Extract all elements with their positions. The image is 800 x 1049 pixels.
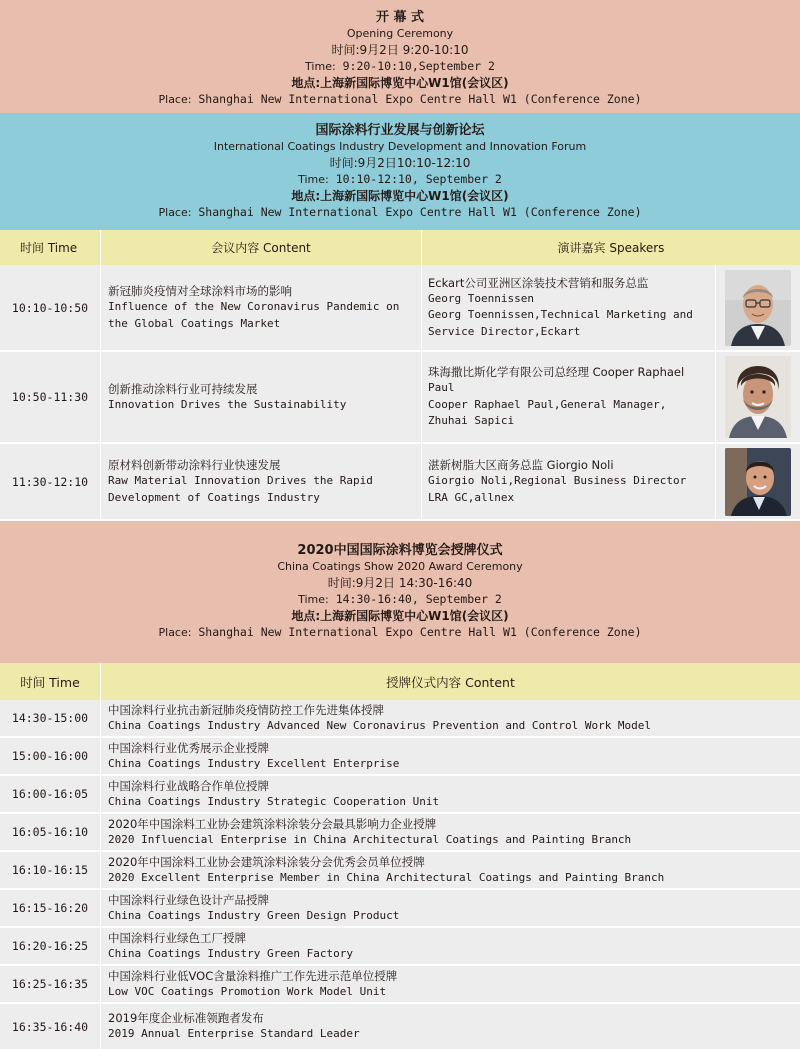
row-time: 15:00-16:00 <box>0 738 101 774</box>
row-time: 16:05-16:10 <box>0 814 101 850</box>
header-speakers: 演讲嘉宾 Speakers <box>557 241 665 255</box>
content-cn: 中国涂料行业优秀展示企业授牌 <box>108 740 269 755</box>
content-cn: 中国涂料行业抗击新冠肺炎疫情防控工作先进集体授牌 <box>108 702 384 717</box>
speaker-photo <box>725 356 791 438</box>
header-time: 时间 Time <box>0 230 101 265</box>
award-place-value: Shanghai New International Expo Centre Hall W1 (Conference Zone) <box>191 625 642 639</box>
award-title-cn: 2020中国国际涂料博览会授牌仪式 <box>297 543 503 558</box>
award-table-header <box>0 663 800 700</box>
speaker-title-en: Service Director,Eckart <box>428 324 581 338</box>
forum-time-en <box>0 171 800 188</box>
table-row <box>0 966 800 1004</box>
content-cn: 新冠肺炎疫情对全球涂料市场的影响 <box>108 284 292 298</box>
speaker-photo-cell <box>716 265 800 350</box>
opening-place-cn: 地点:上海新国际博览中心W1馆(会议区) <box>291 76 509 90</box>
forum-title-cn: 国际涂料行业发展与创新论坛 <box>315 123 485 138</box>
content-cn: 创新推动涂料行业可持续发展 <box>108 381 258 396</box>
content-en: Raw Material Innovation Drives the Rapid <box>108 474 373 487</box>
table-row <box>0 852 800 890</box>
row-content <box>101 814 800 850</box>
row-content <box>101 265 422 350</box>
row-time: 16:25-16:35 <box>0 966 101 1002</box>
row-content <box>101 852 800 888</box>
award-time-cn: 时间:9月2日 14:30-16:40 <box>327 576 473 590</box>
table-row <box>0 738 800 776</box>
opening-title-cn: 开 幕 式 <box>375 10 425 25</box>
table-row <box>0 444 800 521</box>
forum-time-label: Time: <box>298 173 329 186</box>
content-cn: 原材料创新带动涂料行业快速发展 <box>108 458 281 472</box>
forum-time-cn: 时间:9月2日10:10-12:10 <box>329 156 471 170</box>
speaker-title-en: LRA GC,allnex <box>428 490 515 504</box>
row-speaker <box>422 265 716 350</box>
content-cn: 中国涂料行业绿色设计产品授牌 <box>108 892 269 907</box>
content-cn: 2020年中国涂料工业协会建筑涂料涂装分会最具影响力企业授牌 <box>108 816 437 831</box>
opening-place-en <box>0 91 800 108</box>
row-content <box>101 738 800 774</box>
content-en: 2019 Annual Enterprise Standard Leader <box>108 1027 360 1041</box>
content-cn: 中国涂料行业低VOC含量涂料推广工作先进示范单位授牌 <box>108 968 398 983</box>
forum-title-en: International Coatings Industry Development and Innovation Forum <box>213 140 587 153</box>
row-content <box>101 776 800 812</box>
table-row <box>0 928 800 966</box>
row-content <box>101 700 800 736</box>
award-place-label: Place: <box>158 626 192 639</box>
content-cn: 中国涂料行业绿色工厂授牌 <box>108 930 246 945</box>
award-title-en: China Coatings Show 2020 Award Ceremony <box>277 560 523 573</box>
row-content <box>101 890 800 926</box>
row-content <box>101 1004 800 1049</box>
opening-place-value: Shanghai New International Expo Centre Hall W1 (Conference Zone) <box>191 92 642 106</box>
opening-time-en <box>0 58 800 75</box>
table-row <box>0 890 800 928</box>
forum-place-en <box>0 204 800 221</box>
content-cn: 中国涂料行业战略合作单位授牌 <box>108 778 269 793</box>
row-speaker <box>422 352 716 442</box>
speaker-photo-cell <box>716 352 800 442</box>
speaker-name: Georg Toennissen <box>428 291 534 305</box>
content-en: the Global Coatings Market <box>108 316 281 330</box>
header-content: 授牌仪式内容 Content <box>386 674 515 690</box>
speaker-title-cn: 珠海撒比斯化学有限公司总经理 Cooper Raphael <box>428 365 685 380</box>
content-en: China Coatings Industry Excellent Enterprise <box>108 756 400 770</box>
forum-place-label: Place: <box>158 206 192 219</box>
content-en: Development of Coatings Industry <box>108 490 320 504</box>
opening-ceremony-banner <box>0 0 800 113</box>
forum-time-value: 10:10-12:10, September 2 <box>328 172 502 186</box>
row-content <box>101 928 800 964</box>
speaker-title-cn: Eckart公司亚洲区涂装技术营销和服务总监 <box>428 275 649 290</box>
content-en: Innovation Drives the Sustainability <box>108 397 347 411</box>
row-time: 14:30-15:00 <box>0 700 101 736</box>
row-time: 10:50-11:30 <box>0 352 101 442</box>
table-row <box>0 1004 800 1049</box>
row-time: 16:35-16:40 <box>0 1004 101 1049</box>
forum-banner <box>0 113 800 230</box>
row-time: 16:00-16:05 <box>0 776 101 812</box>
row-content <box>101 966 800 1002</box>
row-time: 16:15-16:20 <box>0 890 101 926</box>
forum-place-cn: 地点:上海新国际博览中心W1馆(会议区) <box>291 189 509 203</box>
award-ceremony-banner <box>0 521 800 663</box>
row-time: 16:10-16:15 <box>0 852 101 888</box>
header-content: 会议内容 Content <box>101 230 422 265</box>
opening-title-en: Opening Ceremony <box>346 27 454 40</box>
award-time-label: Time: <box>298 593 329 606</box>
content-en: 2020 Influencial Enterprise in China Architectural Coatings and Painting Branch <box>108 832 632 846</box>
speaker-title-en: Georg Toennissen,Technical Marketing and <box>428 308 693 322</box>
row-speaker <box>422 444 716 519</box>
content-cn: 2020年中国涂料工业协会建筑涂料涂装分会优秀会员单位授牌 <box>108 854 425 869</box>
content-en: China Coatings Industry Strategic Cooperation Unit <box>108 794 440 808</box>
opening-time-value: 9:20-10:10,September 2 <box>335 59 495 73</box>
award-time-en <box>0 591 800 608</box>
row-time: 11:30-12:10 <box>0 444 101 519</box>
speaker-photo <box>725 448 791 516</box>
speaker-title-en: Zhuhai Sapici <box>428 414 515 428</box>
forum-table-header <box>0 230 800 265</box>
speaker-title-en: Cooper Raphael Paul,General Manager, <box>428 397 667 411</box>
row-time: 16:20-16:25 <box>0 928 101 964</box>
header-time: 时间 Time <box>0 663 101 700</box>
table-row <box>0 814 800 852</box>
table-row <box>0 700 800 738</box>
content-en: Low VOC Coatings Promotion Work Model Unit <box>108 984 387 998</box>
speaker-title-en: Giorgio Noli,Regional Business Director <box>428 474 687 487</box>
opening-place-label: Place: <box>158 93 192 106</box>
speaker-name: Paul <box>428 381 455 395</box>
content-cn: 2019年度企业标准领跑者发布 <box>108 1011 264 1026</box>
award-time-value: 14:30-16:40, September 2 <box>328 592 502 606</box>
table-row <box>0 352 800 444</box>
table-row <box>0 776 800 814</box>
opening-time-cn: 时间:9月2日 9:20-10:10 <box>331 43 469 57</box>
speaker-title-cn: 湛新树脂大区商务总监 Giorgio Noli <box>428 458 614 472</box>
content-en: China Coatings Industry Green Design Product <box>108 908 400 922</box>
opening-time-label: Time: <box>305 60 336 73</box>
award-place-en <box>0 624 800 641</box>
forum-place-value: Shanghai New International Expo Centre Hall W1 (Conference Zone) <box>191 205 642 219</box>
content-en: 2020 Excellent Enterprise Member in China Architectural Coatings and Painting Branch <box>108 870 665 884</box>
content-en: China Coatings Industry Advanced New Coronavirus Prevention and Control Work Model <box>108 718 652 732</box>
row-content <box>101 444 422 519</box>
row-time: 10:10-10:50 <box>0 265 101 350</box>
table-row <box>0 265 800 352</box>
speaker-photo <box>725 270 791 346</box>
award-place-cn: 地点:上海新国际博览中心W1馆(会议区) <box>291 609 509 623</box>
row-content <box>101 352 422 442</box>
content-en: Influence of the New Coronavirus Pandemic on <box>108 300 400 313</box>
content-en: China Coatings Industry Green Factory <box>108 946 354 960</box>
speaker-photo-cell <box>716 444 800 519</box>
